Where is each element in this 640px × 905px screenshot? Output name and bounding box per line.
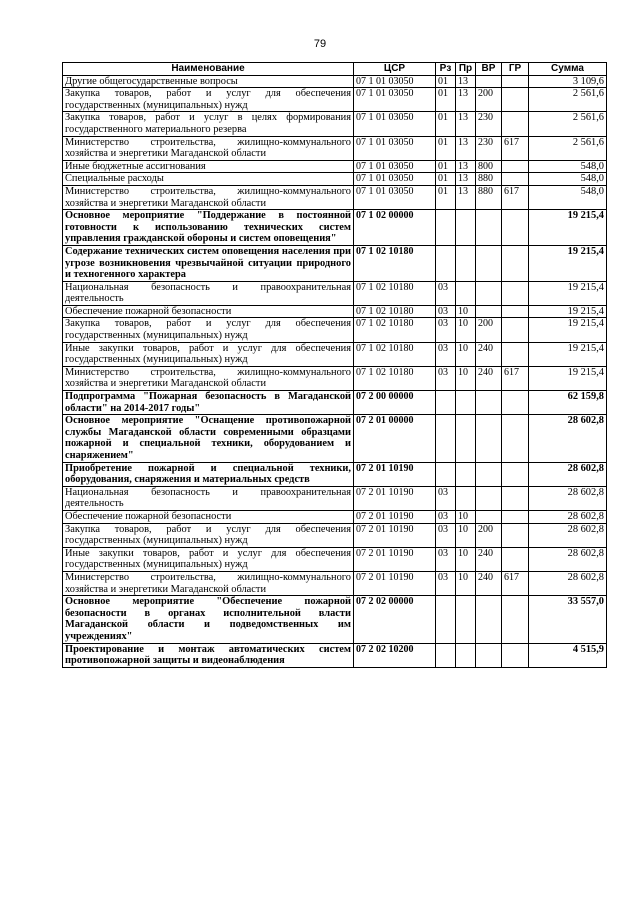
cell-csr: 07 1 01 03050 — [354, 185, 436, 209]
cell-gr — [502, 643, 529, 667]
cell-vr: 800 — [476, 160, 502, 173]
cell-csr: 07 1 02 00000 — [354, 210, 436, 246]
cell-name: Министерство строительства, жилищно-коммунального хозяйства и энергетики Магаданской области — [63, 136, 354, 160]
cell-name: Основное мероприятие "Обеспечение пожарной безопасности в органах исполнительной власти Магаданской области и подведомственных им учреждениях" — [63, 596, 354, 643]
cell-vr — [476, 245, 502, 281]
cell-vr: 200 — [476, 523, 502, 547]
cell-csr: 07 1 01 03050 — [354, 112, 436, 136]
cell-gr — [502, 75, 529, 88]
cell-vr — [476, 391, 502, 415]
page-number: 79 — [313, 38, 327, 50]
cell-name: Закупка товаров, работ и услуг для обеспечения государственных (муниципальных) нужд — [63, 88, 354, 112]
table-row — [63, 510, 607, 523]
table-row — [63, 75, 607, 88]
table-row — [63, 415, 607, 462]
cell-csr: 07 1 02 10180 — [354, 366, 436, 390]
cell-rz — [436, 415, 456, 462]
cell-gr — [502, 318, 529, 342]
table-row — [63, 486, 607, 510]
table-row — [63, 281, 607, 305]
cell-rz: 01 — [436, 136, 456, 160]
table-row — [63, 366, 607, 390]
cell-vr — [476, 281, 502, 305]
cell-pr: 13 — [456, 160, 476, 173]
cell-rz — [436, 210, 456, 246]
cell-gr — [502, 596, 529, 643]
cell-name: Национальная безопасность и правоохранительная деятельность — [63, 486, 354, 510]
cell-name: Другие общегосударственные вопросы — [63, 75, 354, 88]
cell-gr — [502, 245, 529, 281]
cell-sum: 548,0 — [529, 185, 607, 209]
cell-rz: 01 — [436, 88, 456, 112]
cell-rz: 03 — [436, 305, 456, 318]
cell-name: Закупка товаров, работ и услуг в целях формирования государственного материального резерва — [63, 112, 354, 136]
cell-gr: 617 — [502, 571, 529, 595]
cell-pr: 13 — [456, 173, 476, 186]
cell-gr — [502, 210, 529, 246]
cell-vr — [476, 596, 502, 643]
cell-vr: 230 — [476, 112, 502, 136]
cell-rz — [436, 643, 456, 667]
cell-vr — [476, 210, 502, 246]
cell-csr: 07 1 02 10180 — [354, 245, 436, 281]
cell-pr — [456, 415, 476, 462]
cell-gr — [502, 342, 529, 366]
table-row — [63, 391, 607, 415]
table-row — [63, 523, 607, 547]
cell-rz: 01 — [436, 185, 456, 209]
cell-rz — [436, 462, 456, 486]
cell-vr: 200 — [476, 88, 502, 112]
cell-pr: 10 — [456, 366, 476, 390]
cell-csr: 07 2 01 10190 — [354, 462, 436, 486]
cell-pr — [456, 210, 476, 246]
cell-name: Закупка товаров, работ и услуг для обеспечения государственных (муниципальных) нужд — [63, 523, 354, 547]
cell-vr — [476, 510, 502, 523]
cell-rz: 03 — [436, 342, 456, 366]
cell-sum: 33 557,0 — [529, 596, 607, 643]
cell-vr — [476, 75, 502, 88]
cell-rz: 03 — [436, 510, 456, 523]
cell-vr — [476, 462, 502, 486]
cell-sum: 19 215,4 — [529, 245, 607, 281]
cell-name: Специальные расходы — [63, 173, 354, 186]
cell-rz — [436, 245, 456, 281]
cell-rz: 01 — [436, 75, 456, 88]
table-row — [63, 305, 607, 318]
cell-pr: 10 — [456, 342, 476, 366]
cell-csr: 07 2 01 00000 — [354, 415, 436, 462]
cell-vr: 240 — [476, 366, 502, 390]
header-gr: ГР — [502, 63, 529, 76]
cell-pr: 13 — [456, 136, 476, 160]
cell-pr: 13 — [456, 75, 476, 88]
cell-pr — [456, 596, 476, 643]
cell-vr: 880 — [476, 185, 502, 209]
cell-sum: 2 561,6 — [529, 136, 607, 160]
cell-sum: 19 215,4 — [529, 281, 607, 305]
cell-csr: 07 1 01 03050 — [354, 160, 436, 173]
table-row — [63, 643, 607, 667]
header-vr: ВР — [476, 63, 502, 76]
table-body — [63, 75, 607, 667]
table-row — [63, 596, 607, 643]
cell-pr — [456, 391, 476, 415]
cell-pr: 10 — [456, 571, 476, 595]
cell-sum: 28 602,8 — [529, 523, 607, 547]
cell-sum: 19 215,4 — [529, 305, 607, 318]
cell-gr — [502, 547, 529, 571]
cell-pr: 10 — [456, 318, 476, 342]
cell-csr: 07 1 01 03050 — [354, 75, 436, 88]
cell-csr: 07 2 01 10190 — [354, 571, 436, 595]
cell-gr — [502, 510, 529, 523]
cell-rz — [436, 391, 456, 415]
cell-vr — [476, 415, 502, 462]
cell-vr: 880 — [476, 173, 502, 186]
cell-rz: 03 — [436, 281, 456, 305]
cell-sum: 4 515,9 — [529, 643, 607, 667]
cell-rz: 03 — [436, 571, 456, 595]
cell-pr — [456, 245, 476, 281]
cell-csr: 07 1 02 10180 — [354, 318, 436, 342]
cell-name: Основное мероприятие "Поддержание в постоянной готовности к использованию технических систем управления гражданской обороны и систем оповещения" — [63, 210, 354, 246]
cell-gr: 617 — [502, 136, 529, 160]
cell-name: Обеспечение пожарной безопасности — [63, 510, 354, 523]
cell-csr: 07 2 01 10190 — [354, 547, 436, 571]
cell-name: Подпрограмма "Пожарная безопасность в Магаданской области" на 2014-2017 годы" — [63, 391, 354, 415]
cell-csr: 07 2 01 10190 — [354, 486, 436, 510]
table-row — [63, 173, 607, 186]
cell-csr: 07 1 02 10180 — [354, 305, 436, 318]
table-row — [63, 185, 607, 209]
cell-gr — [502, 112, 529, 136]
cell-pr: 13 — [456, 88, 476, 112]
cell-csr: 07 1 01 03050 — [354, 88, 436, 112]
cell-sum: 28 602,8 — [529, 510, 607, 523]
header-rz: Рз — [436, 63, 456, 76]
cell-sum: 548,0 — [529, 173, 607, 186]
cell-sum: 62 159,8 — [529, 391, 607, 415]
cell-gr — [502, 305, 529, 318]
cell-pr — [456, 281, 476, 305]
cell-sum: 28 602,8 — [529, 547, 607, 571]
cell-vr — [476, 305, 502, 318]
cell-sum: 28 602,8 — [529, 415, 607, 462]
cell-pr: 13 — [456, 185, 476, 209]
cell-csr: 07 1 01 03050 — [354, 173, 436, 186]
cell-csr: 07 2 01 10190 — [354, 523, 436, 547]
cell-rz: 01 — [436, 173, 456, 186]
table-row — [63, 342, 607, 366]
cell-vr: 240 — [476, 571, 502, 595]
cell-pr — [456, 643, 476, 667]
cell-vr — [476, 643, 502, 667]
cell-name: Министерство строительства, жилищно-коммунального хозяйства и энергетики Магаданской области — [63, 366, 354, 390]
table-header-row — [63, 63, 607, 76]
cell-rz: 01 — [436, 160, 456, 173]
cell-csr: 07 2 01 10190 — [354, 510, 436, 523]
table-row — [63, 318, 607, 342]
cell-csr: 07 1 02 10180 — [354, 281, 436, 305]
cell-name: Основное мероприятие "Оснащение противопожарной службы Магаданской области современными образцами пожарной и специальной техники, оборудованием и снаряжением" — [63, 415, 354, 462]
cell-name: Министерство строительства, жилищно-коммунального хозяйства и энергетики Магаданской области — [63, 185, 354, 209]
cell-name: Иные закупки товаров, работ и услуг для обеспечения государственных (муниципальных) нужд — [63, 547, 354, 571]
cell-pr: 10 — [456, 547, 476, 571]
cell-name: Закупка товаров, работ и услуг для обеспечения государственных (муниципальных) нужд — [63, 318, 354, 342]
cell-gr: 617 — [502, 185, 529, 209]
cell-rz: 03 — [436, 366, 456, 390]
cell-name: Проектирование и монтаж автоматических систем противопожарной защиты и видеонаблюдения — [63, 643, 354, 667]
table-row — [63, 88, 607, 112]
cell-name: Министерство строительства, жилищно-коммунального хозяйства и энергетики Магаданской области — [63, 571, 354, 595]
cell-gr: 617 — [502, 366, 529, 390]
cell-vr — [476, 486, 502, 510]
cell-pr — [456, 462, 476, 486]
cell-csr: 07 2 00 00000 — [354, 391, 436, 415]
table-row — [63, 547, 607, 571]
cell-pr: 10 — [456, 523, 476, 547]
table-row — [63, 462, 607, 486]
cell-pr — [456, 486, 476, 510]
header-name: Наименование — [63, 63, 354, 76]
cell-name: Иные бюджетные ассигнования — [63, 160, 354, 173]
cell-name: Содержание технических систем оповещения населения при угрозе возникновения чрезвычайной ситуации природного и техногенного характера — [63, 245, 354, 281]
cell-gr — [502, 281, 529, 305]
cell-rz: 01 — [436, 112, 456, 136]
cell-rz: 03 — [436, 318, 456, 342]
cell-sum: 28 602,8 — [529, 486, 607, 510]
header-sum: Сумма — [529, 63, 607, 76]
cell-vr: 230 — [476, 136, 502, 160]
table-row — [63, 210, 607, 246]
cell-rz — [436, 596, 456, 643]
cell-gr — [502, 486, 529, 510]
table-row — [63, 112, 607, 136]
cell-rz: 03 — [436, 547, 456, 571]
cell-vr: 200 — [476, 318, 502, 342]
cell-gr — [502, 391, 529, 415]
cell-vr: 240 — [476, 342, 502, 366]
cell-gr — [502, 88, 529, 112]
cell-sum: 3 109,6 — [529, 75, 607, 88]
cell-gr — [502, 462, 529, 486]
table-row — [63, 136, 607, 160]
cell-gr — [502, 173, 529, 186]
cell-sum: 19 215,4 — [529, 318, 607, 342]
cell-rz: 03 — [436, 523, 456, 547]
cell-sum: 28 602,8 — [529, 462, 607, 486]
cell-csr: 07 1 02 10180 — [354, 342, 436, 366]
cell-name: Приобретение пожарной и специальной техники, оборудования, снаряжения и материальных средств — [63, 462, 354, 486]
cell-name: Обеспечение пожарной безопасности — [63, 305, 354, 318]
cell-name: Иные закупки товаров, работ и услуг для обеспечения государственных (муниципальных) нужд — [63, 342, 354, 366]
cell-sum: 19 215,4 — [529, 342, 607, 366]
header-pr: Пр — [456, 63, 476, 76]
budget-table — [62, 62, 607, 668]
cell-vr: 240 — [476, 547, 502, 571]
cell-gr — [502, 523, 529, 547]
cell-sum: 2 561,6 — [529, 112, 607, 136]
cell-gr — [502, 160, 529, 173]
cell-csr: 07 2 02 10200 — [354, 643, 436, 667]
cell-name: Национальная безопасность и правоохранительная деятельность — [63, 281, 354, 305]
cell-rz: 03 — [436, 486, 456, 510]
cell-pr: 10 — [456, 510, 476, 523]
header-csr: ЦСР — [354, 63, 436, 76]
cell-csr: 07 2 02 00000 — [354, 596, 436, 643]
cell-sum: 19 215,4 — [529, 210, 607, 246]
cell-pr: 13 — [456, 112, 476, 136]
cell-sum: 548,0 — [529, 160, 607, 173]
cell-pr: 10 — [456, 305, 476, 318]
table-row — [63, 245, 607, 281]
cell-sum: 28 602,8 — [529, 571, 607, 595]
cell-gr — [502, 415, 529, 462]
cell-sum: 19 215,4 — [529, 366, 607, 390]
cell-sum: 2 561,6 — [529, 88, 607, 112]
table-row — [63, 160, 607, 173]
cell-csr: 07 1 01 03050 — [354, 136, 436, 160]
table-row — [63, 571, 607, 595]
